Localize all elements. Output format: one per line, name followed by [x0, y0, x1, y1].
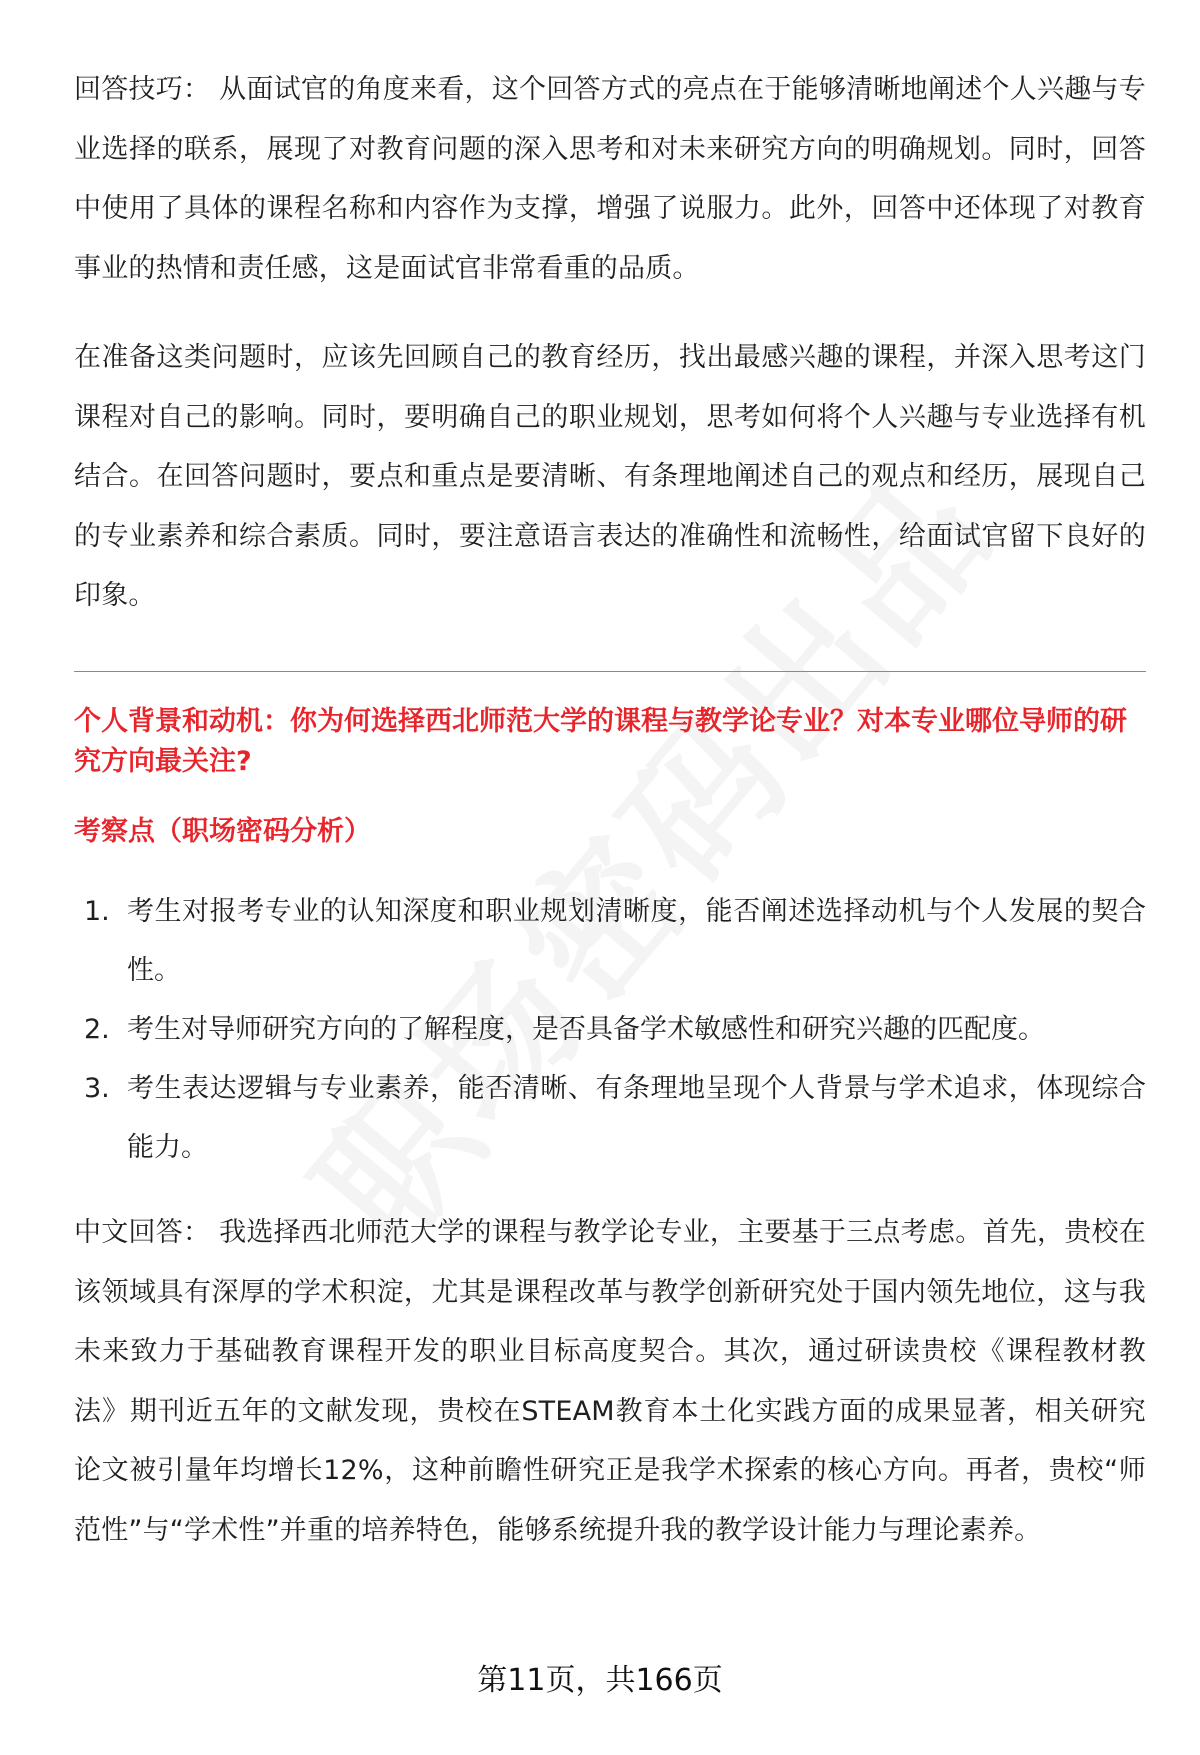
list-item-text: 考生对报考专业的认知深度和职业规划清晰度，能否阐述选择动机与个人发展的契合性。	[127, 896, 1146, 986]
list-item	[74, 1000, 1146, 1059]
chinese-answer-paragraph: 中文回答： 我选择西北师范大学的课程与教学论专业，主要基于三点考虑。首先，贵校在该领域具有深厚的学术积淀，尤其是课程改革与教学创新研究处于国内领先地位，这与我未来致力于基础教育课程开发的职业目标高度契合。其次，通过研读贵校《课程教材教法》期刊近五年的文献发现，贵校在STEAM教育本土化实践方面的成果显著，相关研究论文被引量年均增长12%，这种前瞻性研究正是我学术探索的核心方向。再者，贵校“师范性”与“学术性”并重的培养特色，能够系统提升我的教学设计能力与理论素养。	[74, 1217, 1146, 1546]
question-heading: 个人背景和动机：你为何选择西北师范大学的课程与教学论专业？对本专业哪位导师的研究方向最关注?	[74, 706, 1127, 777]
document-page	[74, 0, 1146, 1755]
list-item-text: 考生对导师研究方向的了解程度，是否具备学术敏感性和研究兴趣的匹配度。	[127, 1014, 1045, 1045]
list-item-number: 3.	[84, 1073, 110, 1104]
answer-tip-paragraph: 回答技巧： 从面试官的角度来看，这个回答方式的亮点在于能够清晰地阐述个人兴趣与专业选择的联系，展现了对教育问题的深入思考和对未来研究方向的明确规划。同时，回答中使用了具体的课程名称和内容作为支撑，增强了说服力。此外，回答中还体现了对教育事业的热情和责任感，这是面试官非常看重的品质。	[74, 74, 1146, 284]
section-divider	[74, 671, 1146, 672]
list-item	[74, 1059, 1146, 1177]
list-item-number: 2.	[84, 1014, 110, 1045]
preparation-paragraph: 在准备这类问题时，应该先回顾自己的教育经历，找出最感兴趣的课程，并深入思考这门课程对自己的影响。同时，要明确自己的职业规划，思考如何将个人兴趣与专业选择有机结合。在回答问题时，要点和重点是要清晰、有条理地阐述自己的观点和经历，展现自己的专业素养和综合素质。同时，要注意语言表达的准确性和流畅性，给面试官留下良好的印象。	[74, 342, 1146, 611]
exam-points-heading: 考察点（职场密码分析）	[74, 816, 371, 847]
list-item-text: 考生表达逻辑与专业素养，能否清晰、有条理地呈现个人背景与学术追求，体现综合能力。	[127, 1073, 1146, 1163]
exam-points-list	[74, 882, 1146, 1177]
page-number-footer: 第11页，共166页	[477, 1663, 723, 1698]
list-item	[74, 882, 1146, 1000]
list-item-number: 1.	[84, 896, 110, 927]
